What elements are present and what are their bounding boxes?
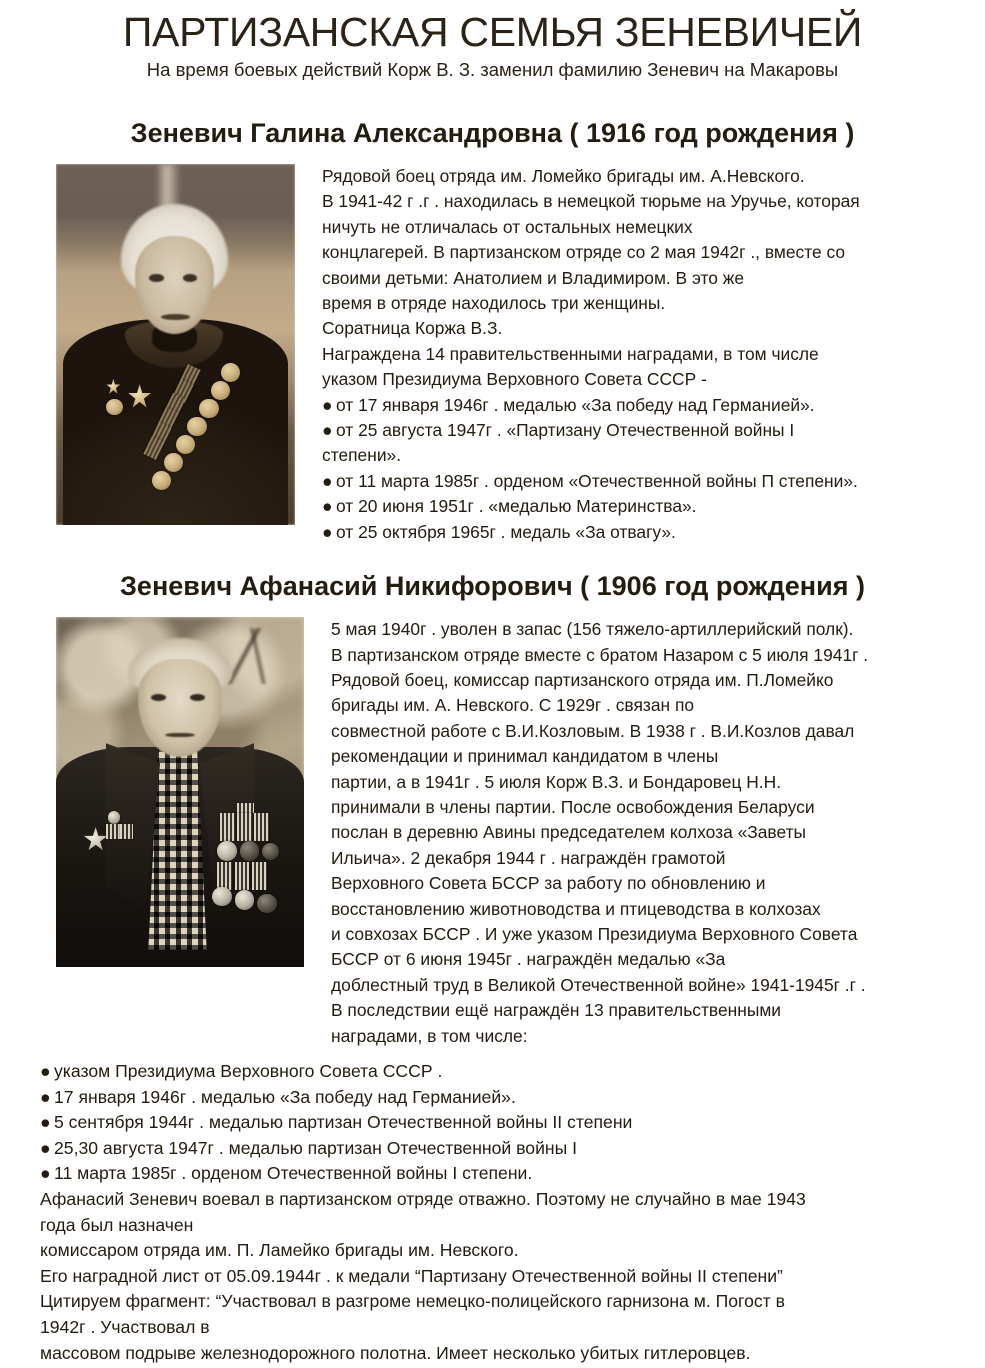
closing-line: Афанасий Зеневич воевал в партизанском отряде отважно. Поэтому не случайно в мае 1943 xyxy=(40,1188,806,1209)
body-line: рекомендации и принимал кандидатом в члены xyxy=(331,746,719,767)
bullet-icon: ● xyxy=(40,1061,51,1081)
closing-line: Его наградной лист от 05.09.1944г . к медали “Партизану Отечественной войны II степени” xyxy=(40,1265,783,1286)
medal-icon xyxy=(257,894,277,914)
figure-eye-right xyxy=(190,694,205,701)
body-line: Рядовой боец, комиссар партизанского отряда им. П.Ломейко xyxy=(331,669,834,690)
person-block-galina xyxy=(0,164,985,545)
bullet-icon: ● xyxy=(40,1112,51,1133)
award-text: от 17 января 1946г . медалью «За победу над Германией». xyxy=(336,394,815,415)
body-line: В 1941-42 г .г . находилась в немецкой тюрьме на Уручье, которая xyxy=(322,191,860,212)
award-text: 5 сентября 1944г . медалью партизан Отечественной войны II степени xyxy=(54,1112,633,1133)
medal-ribbon-bar xyxy=(237,803,254,814)
closing-line: массовом подрыве железнодорожного полотна. Имеет несколько убитых гитлеровцев. xyxy=(40,1342,751,1363)
closing-line: года был назначен xyxy=(40,1214,194,1235)
medal-ribbon-bar xyxy=(235,862,250,890)
award-text: 25,30 августа 1947г . медалью партизан Отечественной войны I xyxy=(54,1137,578,1158)
bullet-icon: ● xyxy=(40,1137,51,1158)
person-heading-galina: Зеневич Галина Александровна ( 1916 год рождения ) xyxy=(130,118,855,148)
award-item xyxy=(322,494,983,519)
bullet-icon: ● xyxy=(40,1163,51,1184)
body-line: ничуть не отличалась от остальных немецких xyxy=(322,216,693,237)
medal-icon xyxy=(217,841,237,861)
body-line: Награждена 14 правительственными наградами, в том числе xyxy=(322,343,819,364)
medal-ribbon-bar xyxy=(254,813,269,841)
body-line: БССР от 6 июня 1945г . награждён медалью «За xyxy=(331,949,726,970)
person-heading-afanasiy: Зеневич Афанасий Никифорович ( 1906 год рождения ) xyxy=(120,571,865,602)
award-text: от 25 августа 1947г . «Партизану Отечественной войны I xyxy=(336,420,795,441)
body-line: послан в деревню Авины председателем колхоза «Заветы xyxy=(331,822,807,843)
bottom-section xyxy=(0,1059,985,1366)
figure-eye-left xyxy=(149,274,163,282)
figure-mouth xyxy=(161,314,190,320)
body-line: Рядовой боец отряда им. Ломейко бригады им. А.Невского. xyxy=(322,166,805,186)
medal-icon xyxy=(240,841,260,861)
body-line: 5 мая 1940г . уволен в запас (156 тяжело-артиллерийский полк). xyxy=(331,619,854,640)
bullet-icon: ● xyxy=(322,394,333,415)
portrait-photo-afanasiy xyxy=(56,617,304,967)
medal-ribbon-bar xyxy=(252,862,267,890)
body-line: своими детьми: Анатолием и Владимиром. В это же xyxy=(322,267,745,288)
bullet-icon: ● xyxy=(322,470,333,491)
medal-icon xyxy=(235,890,255,910)
body-line: указом Президиума Верховного Совета СССР - xyxy=(322,369,707,390)
body-line: доблестный труд в Великой Отечественной войне» 1941-1945г .г . xyxy=(331,974,866,995)
page-title: ПАРТИЗАНСКАЯ СЕМЬЯ ЗЕНЕВИЧЕЙ xyxy=(122,9,863,55)
person-block-afanasiy xyxy=(0,617,985,1049)
document-page xyxy=(0,8,985,1368)
award-item xyxy=(40,1059,973,1085)
closing-line: 1942г . Участвовал в xyxy=(40,1316,210,1337)
body-line: В последствии ещё награждён 13 правительственными xyxy=(331,1000,782,1021)
award-text: от 20 июня 1951г . «медалью Материнства». xyxy=(336,496,697,517)
medal-icon xyxy=(152,471,171,490)
body-line: В партизанском отряде вместе с братом Назаром с 5 июля 1941г . xyxy=(331,644,869,665)
body-line: партии, а в 1941г . 5 июля Корж В.З. и Бондаровец Н.Н. xyxy=(331,771,782,792)
figure-eye-left xyxy=(151,694,166,701)
medal-icon xyxy=(187,417,206,436)
body-line: время в отряде находилось три женщины. xyxy=(322,293,666,314)
medal-icon xyxy=(106,399,123,416)
award-item-continuation: степени». xyxy=(322,445,402,466)
person-text-galina xyxy=(295,164,985,545)
photo-column xyxy=(56,617,304,967)
medal-ribbon-bar xyxy=(217,862,232,890)
bullet-icon: ● xyxy=(322,496,333,517)
body-line: Ильича». 2 декабря 1944 г . награждён грамотой xyxy=(331,847,726,868)
award-text: от 25 октября 1965г . медаль «За отвагу». xyxy=(336,521,676,542)
body-line: восстановлению животноводства и птицеводства в колхозах xyxy=(331,898,821,919)
award-item xyxy=(40,1161,973,1187)
award-item xyxy=(322,418,983,443)
photo-column xyxy=(56,164,295,525)
award-item xyxy=(40,1136,973,1162)
medal-icon xyxy=(221,363,240,382)
medal-icon xyxy=(212,887,232,907)
medal-icon xyxy=(199,399,218,418)
closing-line: комиссаром отряда им. П. Ламейко бригады им. Невского. xyxy=(40,1240,519,1261)
bullet-icon: ● xyxy=(40,1086,51,1107)
medal-ribbon-bar xyxy=(120,824,132,840)
closing-line: Цитируем фрагмент: “Участвовал в разгроме немецко-полицейского гарнизона м. Погост в xyxy=(40,1291,785,1312)
medal-icon xyxy=(164,453,183,472)
body-line: и совхозах БССР . И уже указом Президиума Верховного Совета xyxy=(331,923,858,944)
medal-icon xyxy=(176,435,195,454)
body-line: наградами, в том числе: xyxy=(331,1025,528,1046)
page-subtitle: На время боевых действий Корж В. З. заменил фамилию Зеневич на Макаровы xyxy=(146,59,839,80)
medal-ribbon-bar xyxy=(237,813,252,841)
award-item xyxy=(40,1110,973,1136)
award-text: 17 января 1946г . медалью «За победу над Германией». xyxy=(54,1086,516,1107)
award-item xyxy=(40,1085,973,1111)
bullet-icon: ● xyxy=(322,521,333,542)
body-line: Соратница Коржа В.З. xyxy=(322,318,503,339)
figure-eye-right xyxy=(183,274,197,282)
body-line: Верховного Совета БССР за работу по обновлению и xyxy=(331,873,766,894)
person-text-afanasiy xyxy=(304,617,985,1049)
award-text: от 11 марта 1985г . орденом «Отечественной войны П степени». xyxy=(336,470,858,491)
award-text: 11 марта 1985г . орденом Отечественной войны I степени. xyxy=(54,1163,533,1184)
award-item xyxy=(322,520,983,545)
body-line: бригады им. А. Невского. С 1929г . связан по xyxy=(331,695,695,716)
bullet-icon: ● xyxy=(322,420,333,441)
award-item xyxy=(322,469,983,494)
body-line: принимали в члены партии. После освобождения Беларуси xyxy=(331,796,815,817)
medal-ribbon-bar xyxy=(220,813,235,841)
body-line: концлагерей. В партизанском отряде со 2 мая 1942г ., вместе со xyxy=(322,242,846,263)
award-text: указом Президиума Верховного Совета СССР . xyxy=(54,1061,443,1081)
body-line: совместной работе с В.И.Козловым. В 1938 г . В.И.Козлов давал xyxy=(331,720,855,741)
award-item xyxy=(322,393,983,418)
portrait-photo-galina xyxy=(56,164,295,525)
